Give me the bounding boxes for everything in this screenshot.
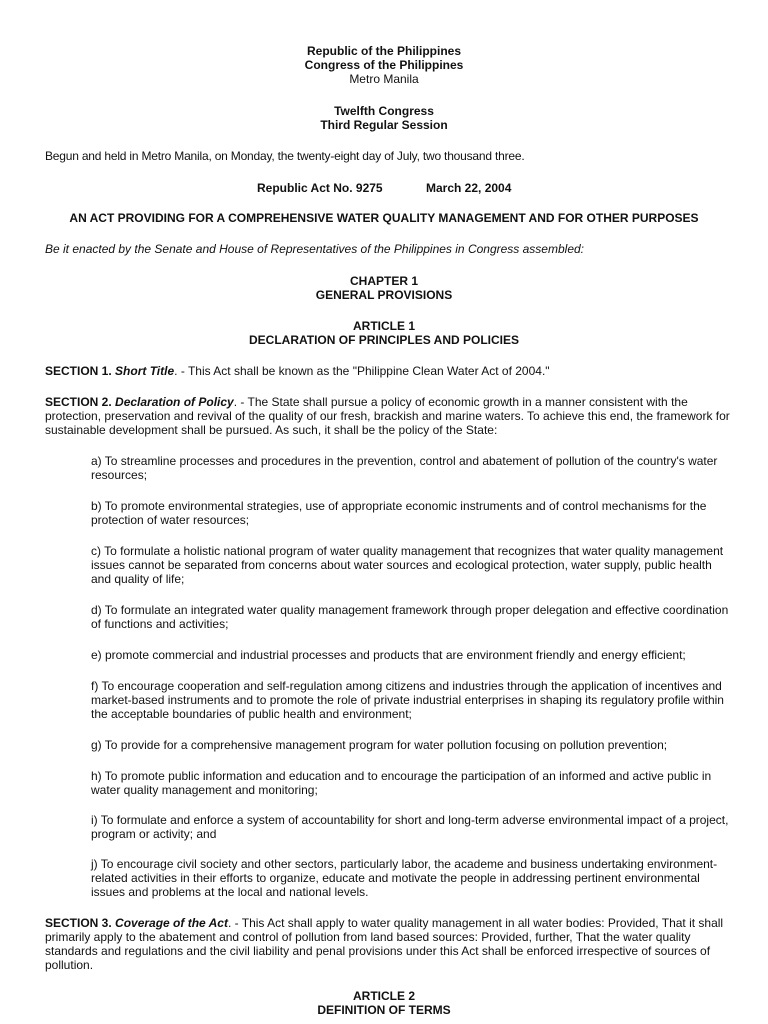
article-1-title: DECLARATION OF PRINCIPLES AND POLICIES	[248, 333, 519, 347]
article-2-label: ARTICLE 2	[352, 989, 415, 1003]
policy-item-h: h) To promote public information and education and to encourage the participation of an informed and active public in water quality management and monitoring;	[91, 769, 712, 797]
policy-item-d: d) To formulate an integrated water quality management framework through proper delegation and effective coordination of functions and activities;	[91, 603, 729, 631]
article-1-label: ARTICLE 1	[352, 319, 415, 333]
policy-item-e: e) promote commercial and industrial processes and products that are environment friendly and energy efficient;	[91, 648, 686, 662]
section-1	[45, 364, 735, 378]
header-republic: Republic of the Philippines	[306, 44, 461, 58]
act-title: AN ACT PROVIDING FOR A COMPREHENSIVE WATER QUALITY MANAGEMENT AND FOR OTHER PURPOSES	[69, 211, 699, 225]
policy-item-i: i) To formulate and enforce a system of accountability for short and long-term adverse environmental impact of a project, program or activity; and	[91, 813, 729, 841]
chapter-title: GENERAL PROVISIONS	[315, 288, 453, 302]
policy-item-a: a) To streamline processes and procedures in the prevention, control and abatement of pollution of the country's water resources;	[91, 454, 718, 482]
section-3-heading: Coverage of the Act	[115, 916, 228, 930]
section-2-text: . - The State shall pursue a policy of economic growth in a manner consistent with the protection, preservation and revival of the quality of our fresh, brackish and marine waters. To achieve this end, the framework for sustainable development shall be pursued. As such, it shall be the policy of the State:	[45, 395, 730, 437]
section-2-label: SECTION 2.	[45, 395, 112, 409]
policy-item-f: f) To encourage cooperation and self-regulation among citizens and industries through the application of incentives and market-based instruments and to promote the role of private industrial enterprises in shaping its regulatory profile within the acceptable boundaries of public health and environment;	[91, 679, 724, 721]
congress-number: Twelfth Congress	[334, 104, 434, 118]
article-2-title: DEFINITION OF TERMS	[317, 1003, 451, 1017]
section-1-text: . - This Act shall be known as the "Philippine Clean Water Act of 2004."	[174, 364, 550, 378]
enacting-clause: Be it enacted by the Senate and House of Representatives of the Philippines in Congress assembled:	[45, 242, 584, 256]
policy-item-c: c) To formulate a holistic national program of water quality management that recognizes that water quality management issues cannot be separated from concerns about water sources and ecological protection, water supply, public health and quality of life;	[91, 544, 724, 586]
section-3	[45, 916, 735, 972]
section-3-label: SECTION 3.	[45, 916, 112, 930]
section-3-text: . - This Act shall apply to water quality management in all water bodies: Provided, That it shall primarily apply to the abatement and control of pollution from land based sources: Provided, further, That the water quality standards and regulations and the civil liability and penal provisions under this Act shall be enforced irrespective of sources of pollution.	[45, 916, 724, 972]
section-2-heading: Declaration of Policy	[115, 395, 234, 409]
section-1-label: SECTION 1.	[45, 364, 112, 378]
act-date: March 22, 2004	[426, 181, 512, 195]
chapter-label: CHAPTER 1	[349, 274, 418, 288]
header-location: Metro Manila	[349, 72, 419, 86]
section-2	[45, 395, 735, 437]
policy-item-j: j) To encourage civil society and other sectors, particularly labor, the academe and business undertaking environment-related activities in their efforts to organize, educate and motivate the people in addressing pertinent environmental issues and problems at the local and national levels.	[91, 857, 718, 899]
act-number: Republic Act No. 9275	[257, 181, 383, 195]
header-congress: Congress of the Philippines	[304, 58, 464, 72]
session-name: Third Regular Session	[320, 118, 448, 132]
section-1-heading: Short Title	[115, 364, 175, 378]
policy-item-b: b) To promote environmental strategies, use of appropriate economic instruments and of control mechanisms for the protection of water resources;	[91, 499, 707, 527]
policy-item-g: g) To provide for a comprehensive management program for water pollution focusing on pollution prevention;	[91, 738, 668, 752]
begun-statement: Begun and held in Metro Manila, on Monday, the twenty-eight day of July, two thousand three.	[45, 149, 525, 163]
